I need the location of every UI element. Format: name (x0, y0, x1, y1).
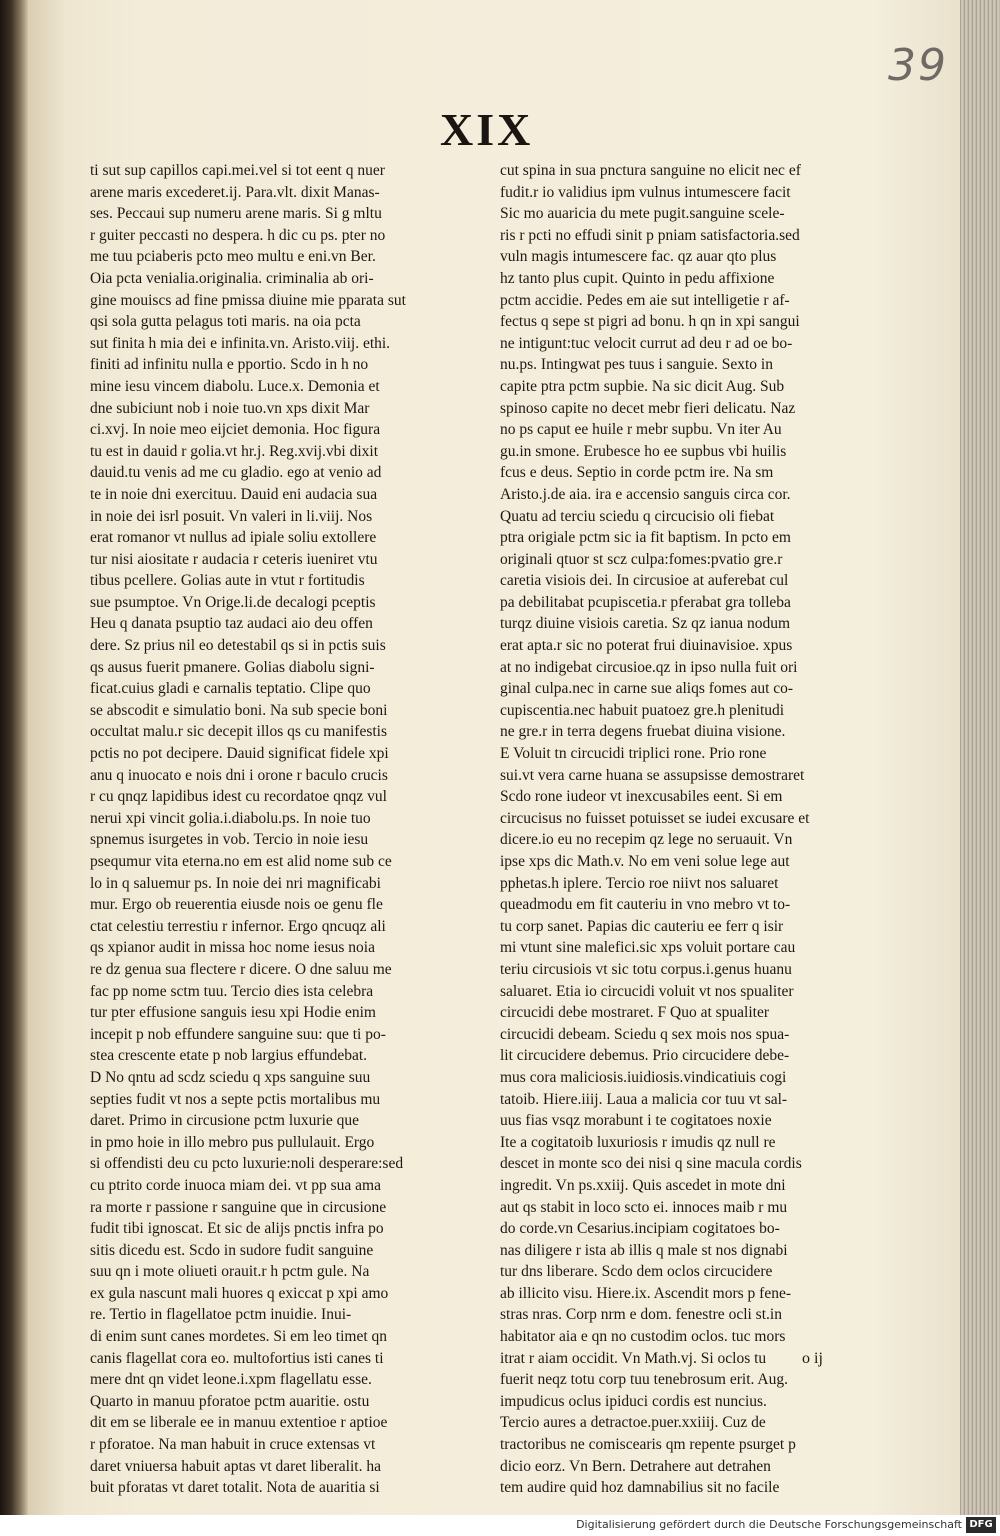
text-line: incepit p nob effundere sanguine suu: que ti po- (90, 1025, 386, 1043)
text-line: turqz diuine visiois caretia. Sz qz ianua nodum (500, 615, 791, 633)
text-line: Heu q danata psuptio taz audaci aio deu offen (90, 615, 373, 633)
text-column-left (90, 160, 478, 1499)
running-head: XIX (440, 104, 534, 155)
text-line: D No qntu ad scdz sciedu q xps sanguine suu (90, 1068, 371, 1086)
text-line: dne subiciunt nob i noie tuo.vn xps dixit Mar (90, 399, 370, 417)
text-line: stea crescente etate p nob largius effundebat. (90, 1047, 368, 1065)
text-line: re dz genua sua flectere r dicere. O dne saluu me (90, 960, 392, 978)
text-line: fudit tibi ignoscat. Et sic de alijs pnctis infra po (90, 1220, 384, 1238)
facing-page-fragment (0, 150, 28, 1050)
text-line: fcus e deus. Septio in corde pctm ire. Na sm (500, 464, 774, 482)
text-line: mine iesu vincem diabolu. Luce.x. Demonia et (90, 377, 380, 395)
dfg-logo: DFG (966, 1517, 996, 1533)
footer-bar (0, 1515, 1000, 1536)
text-line: sitis dicedu est. Scdo in sudore fudit sanguine (90, 1241, 374, 1259)
text-line: sui.vt vera carne huana se assupsisse demostraret (500, 766, 805, 784)
text-line: gine mouiscs ad fine pmissa diuine mie pparata sut (90, 291, 406, 309)
text-line: Scdo rone iudeor vt inexcusabiles eent. Si em (500, 788, 783, 806)
text-line: dicere.io eu no recepim qz lege no seruauit. Vn (500, 831, 793, 849)
text-line: lit circucidere debemus. Prio circucidere debe- (500, 1047, 790, 1065)
text-line: ses. Peccaui sup numeru arene maris. Si g mltu (90, 205, 382, 223)
text-line: tu corp sanet. Papias dic cauteriu ee ferr q isir (500, 917, 784, 935)
text-line: Sic mo auaricia du mete pugit.sanguine scele- (500, 205, 785, 223)
text-line: fuerit neqz totu corp tuu tenebrosum erit. Aug. (500, 1371, 788, 1389)
text-line: erat romanor vt nullus ad ipiale soliu extollere (90, 529, 377, 547)
text-line: ficat.cuius gladi e carnalis teptatio. Clipe quo (90, 680, 371, 698)
text-line: hz tanto plus cupit. Quinto in pedu affixione (500, 269, 775, 287)
text-line: originali qtuor st scz culpa:fomes:pvatio gre.r (500, 550, 783, 568)
text-line: pphetas.h iplere. Tercio roe niivt nos saluaret (500, 874, 779, 892)
text-line: Quarto in manuu pforatoe pctm auaritie. ostu (90, 1392, 370, 1410)
text-line: erat apta.r sic no poterat frui diuinavisioe. xpus (500, 637, 793, 655)
text-line: occultat malu.r sic decepit illos qs cu manifestis (90, 723, 388, 741)
text-line: in pmo hoie in illo mebro pus pullulauit. Ergo (90, 1133, 375, 1151)
text-line: impudicus oclus ipiduci cordis est nuncius. (500, 1392, 767, 1410)
text-line: si offendisti deu cu pcto luxurie:noli desperare:sed (90, 1155, 404, 1173)
text-line: queadmodu em fit cauteriu in vno mebro vt to- (500, 896, 791, 914)
text-line: qs xpianor audit in missa hoc nome iesus noia (90, 939, 375, 957)
text-line: do corde.vn Cesarius.incipiam cogitatoes bo- (500, 1220, 780, 1238)
text-line: mere dnt qn videt leone.i.xpm flagellatu esse. (90, 1371, 372, 1389)
text-line: caretia visiois dei. In circusioe at auferebat cul (500, 572, 789, 590)
text-line: stras nras. Corp nrm e dom. fenestre ocli st.in (500, 1306, 782, 1324)
text-line: daret vniuersa habuit aptas vt daret liberalit. ha (90, 1457, 381, 1475)
text-line: mus cora maliciosis.iuidiosis.vindicatiuis cogi (500, 1068, 787, 1086)
text-line: nas diligere r ista ab illis q male st nos dignabi (500, 1241, 788, 1259)
text-line: Quatu ad terciu sciedu q circucisio oli fiebat (500, 507, 775, 525)
text-line: ctat celestiu terrestiu r infernor. Ergo qncuqz ali (90, 917, 386, 935)
text-line: mur. Ergo ob reuerentia eiusde nois oe genu fle (90, 896, 383, 914)
text-line: suu qn i mote oliueti orauit.r h pctm gule. Na (90, 1263, 370, 1281)
text-line: tu est in dauid r golia.vt hr.j. Reg.xvij.vbi dixit (90, 442, 379, 460)
text-line: ti sut sup capillos capi.mei.vel si tot eent q nuer (90, 162, 385, 179)
text-line: fac pp nome sctm tuu. Tercio dies ista celebra (90, 982, 374, 1000)
text-line: ne intigunt:tuc velocit currut ad deu r ad oe bo- (500, 334, 793, 352)
text-line: Tercio aures a detractoe.puer.xxiiij. Cuz de (500, 1414, 766, 1432)
text-line: E Voluit tn circucidi triplici rone. Prio rone (500, 745, 767, 763)
text-line: buit pforatas vt daret totalit. Nota de auaritia si (90, 1479, 380, 1497)
funding-note: Digitalisierung gefördert durch die Deutsche Forschungsgemeinschaft (576, 1518, 962, 1531)
text-line: Oia pcta venialia.originalia. criminalia ab ori- (90, 269, 374, 287)
text-line: ci.xvj. In noie meo eijciet demonia. Hoc figura (90, 421, 381, 439)
text-line: me tuu pciaberis pcto meo multu e eni.vn Ber. (90, 248, 376, 266)
text-line: re. Tertio in flagellatoe pctm inuidie. Inui- (90, 1306, 352, 1324)
text-line: sut finita h mia dei e infinita.vn. Aristo.viij. ethi. (90, 334, 391, 352)
text-line: in noie dei isrl posuit. Vn valeri in li.viij. Nos (90, 507, 373, 525)
text-line: qsi sola gutta pelagus toti maris. na oia pcta (90, 313, 361, 331)
text-line: ne gre.r in terra degens fruebat diuina visione. (500, 723, 786, 741)
text-line: pctis no pot decipere. Dauid significat fidele xpi (90, 745, 389, 763)
text-line: at no indigebat circusioe.qz in ipso nulla fuit ori (500, 658, 798, 676)
text-line: tatoib. Hiere.iiij. Laua a malicia cor tuu vt sal- (500, 1090, 788, 1108)
text-line: r cu qnqz lapidibus idest cu recordatoe qnqz vul (90, 788, 387, 806)
text-line: finiti ad infinitu nulla e pportio. Scdo in h no (90, 356, 369, 374)
text-line: r pforatoe. Na man habuit in cruce extensas vt (90, 1436, 376, 1454)
page-stack-edge (960, 0, 1000, 1515)
text-line: ptra origiale pctm sic ia fit baptism. In pcto em (500, 529, 791, 547)
text-line: aut qs stabit in loco scto ei. innoces maib r mu (500, 1198, 788, 1216)
text-line: ab illicito visu. Hiere.ix. Ascendit mors p fene- (500, 1284, 791, 1302)
text-column-right (500, 160, 872, 1499)
text-line: nerui xpi vincit golia.i.diabolu.ps. In noie tuo (90, 809, 371, 827)
text-line: circucidi debe mostraret. F Quo at spualiter (500, 1004, 770, 1022)
text-line: uus fias vsqz morabunt i te cogitatoes noxie (500, 1112, 772, 1130)
text-line: tur dns liberare. Scdo dem oclos circucidere (500, 1263, 773, 1281)
signature-mark: o ij (802, 1350, 823, 1367)
text-line: teriu circusiois vt sic totu corpus.i.genus huanu (500, 960, 792, 978)
text-line: pctm accidie. Pedes em aie sut intelligetie r af- (500, 291, 790, 309)
text-line: dicio eorz. Vn Bern. Detrahere aut detrahen (500, 1457, 771, 1475)
text-line: gu.in smone. Erubesce ho ee supbus vbi huilis (500, 442, 787, 460)
text-line: sue psumptoe. Vn Orige.li.de decalogi pceptis (90, 593, 376, 611)
text-line: arene maris excederet.ij. Para.vlt. dixit Manas- (90, 183, 380, 201)
text-line: anu q inuocato e nois dni i orone r baculo crucis (90, 766, 388, 784)
text-line: nu.ps. Intingwat pes tuus i sanguie. Sexto in (500, 356, 773, 374)
text-line: pa debilitabat pcupiscetia.r pferabat gra tolleba (500, 593, 791, 611)
text-line: ris r pcti no effudi sinit p pniam satisfactoria.sed (500, 226, 800, 244)
text-line: di enim sunt canes mordetes. Si em leo timet qn (90, 1328, 388, 1346)
text-line: Ite a cogitatoib luxuriosis r imudis qz null re (500, 1133, 776, 1151)
text-line: r guiter peccasti no despera. h dic cu ps. pter no (90, 226, 386, 244)
text-line: tur pter effusione sanguis iesu xpi Hodie enim (90, 1004, 376, 1022)
text-line: spinoso capite no decet mebr fieri delicatu. Naz (500, 399, 796, 417)
folio-number: 39 (888, 40, 948, 91)
left-book-edge (0, 0, 28, 1536)
text-line: no ps caput ee huile r mebr supbu. Vn iter Au (500, 421, 782, 439)
text-line: dauid.tu venis ad me cu gladio. ego at venio ad (90, 464, 382, 482)
text-line: canis flagellat cora eo. multofortius isti canes ti (90, 1349, 384, 1367)
text-line: se abscodit e simulatio boni. Na sub specie boni (90, 701, 388, 719)
text-line: lo in q saluemur ps. In noie dei nri magnificabi (90, 874, 381, 892)
text-line: fectus q sepe st pigri ad bonu. h qn in xpi sangui (500, 313, 800, 331)
text-line: septies fudit vt nos a septe pctis mortalibus mu (90, 1090, 381, 1108)
text-line: circucidi debeam. Sciedu q sex mois nos spua- (500, 1025, 790, 1043)
text-line: mi vtunt sine malefici.sic xps voluit portare cau (500, 939, 796, 957)
text-line: spnemus isurgetes in vob. Tercio in noie iesu (90, 831, 369, 849)
text-line: cupiscentia.nec habuit puatoez gre.h plenitudi (500, 701, 785, 719)
text-line: dit em se liberale ee in manuu extentioe r aptioe (90, 1414, 388, 1432)
text-line: te in noie dni exercituu. Dauid eni audacia sua (90, 485, 378, 503)
text-line: fudit.r io validius ipm vulnus intumescere facit (500, 183, 791, 201)
text-line: qs ausus fuerit pmanere. Golias diabolu signi- (90, 658, 375, 676)
text-line: ra morte r passione r sanguine que in circusione (90, 1198, 387, 1216)
text-line: vuln magis intumescere fac. qz auar qto plus (500, 248, 777, 266)
text-line: tem audire quid hoz damnabilius sit no facile (500, 1479, 780, 1497)
text-line: ipse xps dic Math.v. No em veni solue lege aut (500, 853, 790, 870)
text-line: descet in monte sco dei nisi q sine macula cordis (500, 1155, 802, 1173)
text-line: cu ptrito corde inuoca miam dei. vt pp sua ama (90, 1176, 381, 1194)
text-line: tibus pcellere. Golias aute in vtut r fortitudis (90, 572, 365, 590)
text-line: tur nisi aiositate r audacia r ceteris iueniret vtu (90, 550, 378, 568)
text-line: ingredit. Vn ps.xxiij. Quis ascedet in mote dni (500, 1176, 786, 1194)
text-line: tractoribus ne comiscearis qm repente psurget p (500, 1436, 796, 1454)
text-line: ginal culpa.nec in carne sue aliqs fomes aut co- (500, 680, 794, 698)
text-line: habitator aia e qn no custodim oclos. tuc mors (500, 1328, 786, 1346)
text-line: saluaret. Etia io circucidi voluit vt nos spualiter (500, 982, 794, 1000)
text-line: ex gula nascunt mali huores q exiccat p xpi amo (90, 1284, 389, 1302)
text-line: cut spina in sua pnctura sanguine no elicit nec ef (500, 162, 801, 179)
text-line: dere. Sz prius nil eo detestabil qs si in pctis suis (90, 637, 386, 655)
text-line: circucisus no fuisset potuisset se iudei excusare et (500, 809, 810, 827)
text-line: itrat r aiam occidit. Vn Math.vj. Si oclos tu (500, 1349, 767, 1367)
text-line: Aristo.j.de aia. ira e accensio sanguis circa cor. (500, 485, 791, 503)
text-line: psequmur vita eterna.no em est alid nome sub ce (90, 853, 392, 870)
text-line: daret. Primo in circusione pctm luxurie que (90, 1112, 360, 1130)
text-line: capite ptra pctm supbie. Na sic dicit Aug. Sub (500, 377, 785, 395)
